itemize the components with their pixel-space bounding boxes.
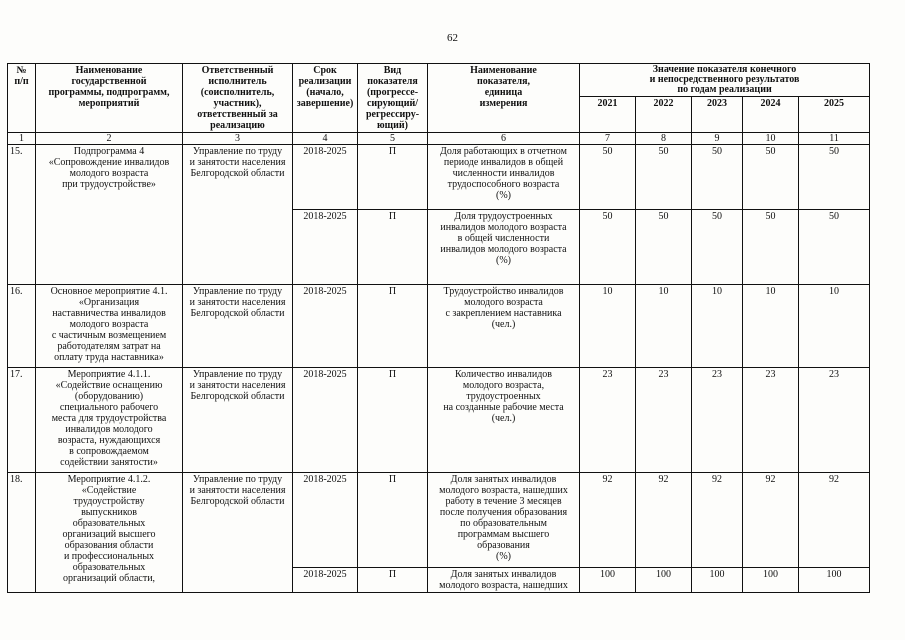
row-value-2025: 10 — [799, 285, 870, 368]
row-value-2021: 23 — [580, 368, 636, 473]
row-type: П — [358, 145, 428, 210]
col-number: 7 — [580, 133, 636, 145]
row-program-name: Основное мероприятие 4.1. «Организация наставничества инвалидов молодого возраста с частичным возмещением работодателям затрат на оплату труда наставника» — [36, 285, 183, 368]
row-value-2023: 10 — [692, 285, 743, 368]
col-number: 11 — [799, 133, 870, 145]
row-value-2022: 100 — [636, 568, 692, 593]
col-number: 3 — [183, 133, 293, 145]
header-indicator: Наименование показателя, единица измерения — [428, 64, 580, 133]
header-responsible: Ответственный исполнитель (соисполнитель, участник), ответственный за реализацию — [183, 64, 293, 133]
row-type: П — [358, 368, 428, 473]
row-value-2024: 50 — [743, 210, 799, 285]
row-indicator: Количество инвалидов молодого возраста, трудоустроенных на созданные рабочие места (чел.) — [428, 368, 580, 473]
row-value-2024: 10 — [743, 285, 799, 368]
row-value-2024: 92 — [743, 473, 799, 568]
row-value-2022: 50 — [636, 145, 692, 210]
col-number: 10 — [743, 133, 799, 145]
row-value-2023: 92 — [692, 473, 743, 568]
header-no: № п/п — [8, 64, 36, 133]
row-value-2021: 50 — [580, 210, 636, 285]
row-value-2021: 10 — [580, 285, 636, 368]
row-responsible: Управление по труду и занятости населения Белгородской области — [183, 285, 293, 368]
row-value-2023: 50 — [692, 145, 743, 210]
row-value-2023: 23 — [692, 368, 743, 473]
row-number: 17. — [8, 368, 36, 473]
col-number: 2 — [36, 133, 183, 145]
row-value-2025: 50 — [799, 210, 870, 285]
row-value-2021: 100 — [580, 568, 636, 593]
row-responsible: Управление по труду и занятости населения Белгородской области — [183, 145, 293, 285]
row-number: 16. — [8, 285, 36, 368]
column-numbers-row — [8, 133, 870, 145]
row-term: 2018-2025 — [293, 568, 358, 593]
row-program-name: Мероприятие 4.1.1. «Содействие оснащению (оборудованию) специального рабочего места для трудоустройства инвалидов молодого возраста, нуждающихся в сопровождаемом содействии занятости» — [36, 368, 183, 473]
header-name: Наименование государственной программы, подпрограмм, мероприятий — [36, 64, 183, 133]
row-term: 2018-2025 — [293, 210, 358, 285]
row-value-2022: 50 — [636, 210, 692, 285]
row-value-2024: 50 — [743, 145, 799, 210]
header-year-2025: 2025 — [799, 97, 870, 133]
table-row — [8, 145, 870, 210]
row-value-2025: 50 — [799, 145, 870, 210]
table-row — [8, 368, 870, 473]
row-type: П — [358, 568, 428, 593]
row-indicator: Доля работающих в отчетном периоде инвалидов в общей численности инвалидов трудоспособного возраста (%) — [428, 145, 580, 210]
row-type: П — [358, 210, 428, 285]
row-responsible: Управление по труду и занятости населения Белгородской области — [183, 473, 293, 593]
row-value-2025: 100 — [799, 568, 870, 593]
row-value-2023: 100 — [692, 568, 743, 593]
row-term: 2018-2025 — [293, 145, 358, 210]
row-program-name: Подпрограмма 4 «Сопровождение инвалидов молодого возраста при трудоустройстве» — [36, 145, 183, 285]
row-indicator: Трудоустройство инвалидов молодого возраста с закреплением наставника (чел.) — [428, 285, 580, 368]
row-value-2023: 50 — [692, 210, 743, 285]
row-indicator: Доля занятых инвалидов молодого возраста, нашедших работу в течение 3 месяцев после получения образования по образовательным программам высшего образования (%) — [428, 473, 580, 568]
header-year-2022: 2022 — [636, 97, 692, 133]
col-number: 5 — [358, 133, 428, 145]
col-number: 4 — [293, 133, 358, 145]
row-indicator: Доля занятых инвалидов молодого возраста, нашедших — [428, 568, 580, 593]
row-indicator: Доля трудоустроенных инвалидов молодого возраста в общей численности инвалидов молодого возраста (%) — [428, 210, 580, 285]
row-term: 2018-2025 — [293, 473, 358, 568]
header-year-2024: 2024 — [743, 97, 799, 133]
table-row — [8, 285, 870, 368]
row-value-2025: 92 — [799, 473, 870, 568]
row-number: 18. — [8, 473, 36, 593]
row-value-2021: 92 — [580, 473, 636, 568]
col-number: 1 — [8, 133, 36, 145]
header-year-2023: 2023 — [692, 97, 743, 133]
header-values: Значение показателя конечного и непосредственного результатов по годам реализации — [580, 64, 870, 97]
row-value-2021: 50 — [580, 145, 636, 210]
indicators-table — [7, 63, 870, 593]
row-value-2024: 23 — [743, 368, 799, 473]
row-value-2024: 100 — [743, 568, 799, 593]
row-value-2022: 10 — [636, 285, 692, 368]
row-term: 2018-2025 — [293, 285, 358, 368]
row-value-2022: 23 — [636, 368, 692, 473]
row-responsible: Управление по труду и занятости населения Белгородской области — [183, 368, 293, 473]
row-type: П — [358, 285, 428, 368]
col-number: 8 — [636, 133, 692, 145]
header-term: Срок реализации (начало, завершение) — [293, 64, 358, 133]
row-type: П — [358, 473, 428, 568]
row-term: 2018-2025 — [293, 368, 358, 473]
row-value-2025: 23 — [799, 368, 870, 473]
header-year-2021: 2021 — [580, 97, 636, 133]
row-program-name: Мероприятие 4.1.2. «Содействие трудоустройству выпускников образовательных организаций высшего образования области и профессиональных образовательных организаций области, — [36, 473, 183, 593]
table-row — [8, 473, 870, 568]
header-type: Вид показателя (прогрессе- сирующий/ регрессиру- ющий) — [358, 64, 428, 133]
col-number: 9 — [692, 133, 743, 145]
page-number: 62 — [447, 32, 458, 44]
row-number: 15. — [8, 145, 36, 285]
row-value-2022: 92 — [636, 473, 692, 568]
col-number: 6 — [428, 133, 580, 145]
